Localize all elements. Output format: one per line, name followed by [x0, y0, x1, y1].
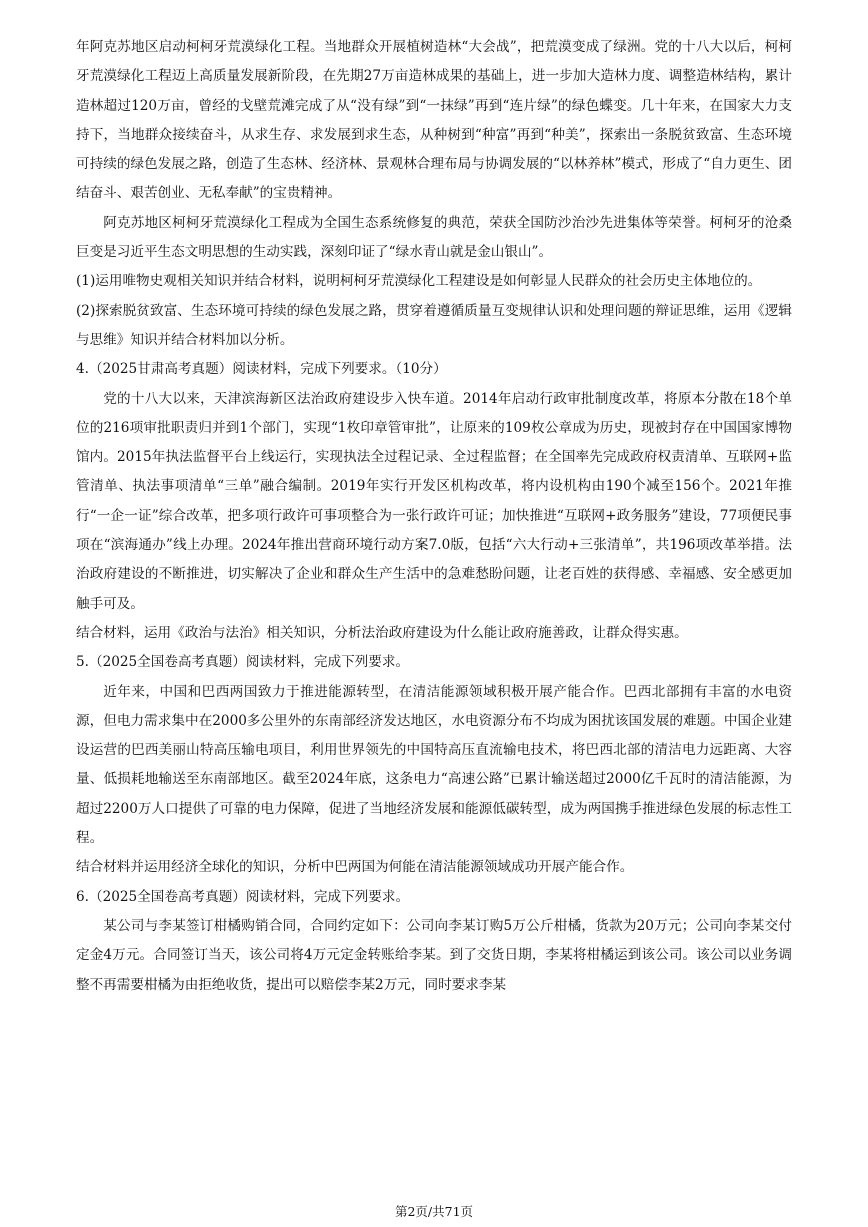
page-content: [76, 33, 792, 1000]
question-5-heading: 5.（2025全国卷高考真题）阅读材料，完成下列要求。: [76, 654, 410, 671]
passage-paragraph-1: 年阿克苏地区启动柯柯牙荒漠绿化工程。当地群众开展植树造林“大会战”，把荒漠变成了绿洲。党的十八大以后，柯柯牙荒漠绿化工程迈上高质量发展新阶段，在先期27万亩造林成果的基础上，进一步加大造林力度、调整造林结构，累计造林超过120万亩，曾经的戈壁荒滩完成了从“没有绿”到“一抹绿”再到“连片绿”的绿色蝶变。几十年来，在国家大力支持下，当地群众接续奋斗，从求生存、求发展到求生态，从种树到“种富”再到“种美”，探索出一条脱贫致富、生态环境可持续的绿色发展之路，创造了生态林、经济林、景观林合理布局与协调发展的“以林养林”模式，形成了“自力更生、团结奋斗、艰苦创业、无私奉献”的宝贵精神。: [76, 39, 792, 202]
question-6-heading: 6.（2025全国卷高考真题）阅读材料，完成下列要求。: [76, 888, 410, 905]
question-4-task: 结合材料，运用《政治与法治》相关知识，分析法治政府建设为什么能让政府施善政，让群众得实惠。: [76, 624, 688, 641]
question-6-material: 某公司与李某签订柑橘购销合同，合同约定如下：公司向李某订购5万公斤柑橘，货款为20万元；公司向李某交付定金4万元。合同签订当天，该公司将4万元定金转账给李某。到了交货日期，李某将柑橘运到该公司。该公司以业务调整不再需要柑橘为由拒绝收货，提出可以赔偿李某2万元，同时要求李某: [76, 917, 792, 993]
question-4-heading: 4.（2025甘肃高考真题）阅读材料，完成下列要求。（10分）: [76, 361, 447, 378]
page-number: 第2页/共71页: [394, 1204, 474, 1219]
question-4-material: 党的十八大以来，天津滨海新区法治政府建设步入快车道。2014年启动行政审批制度改革，将原本分散在18个单位的216项审批职责归并到1个部门，实现“1枚印章管审批”，让原来的109枚公章成为历史，现被封存在中国国家博物馆内。2015年执法监督平台上线运行，实现执法全过程记录、全过程监督；在全国率先完成政府权责清单、互联网+监管清单、执法事项清单“三单”融合编制。2019年实行开发区机构改革，将内设机构由190个减至156个。2021年推行“一企一证”综合改革，把多项行政许可事项整合为一张行政许可证；加快推进“互联网+政务服务”建设，77项便民事项在“滨海通办”线上办理。2024年推出营商环境行动方案7.0版，包括“六大行动+三张清单”，共196项改革举措。法治政府建设的不断推进，切实解决了企业和群众生产生活中的急难愁盼问题，让老百姓的获得感、幸福感、安全感更加触手可及。: [76, 390, 792, 612]
question-5-material: 近年来，中国和巴西两国致力于推进能源转型，在清洁能源领域积极开展产能合作。巴西北部拥有丰富的水电资源，但电力需求集中在2000多公里外的东南部经济发达地区，水电资源分布不均成为困扰该国发展的难题。中国企业建设运营的巴西美丽山特高压输电项目，利用世界领先的中国特高压直流输电技术，将巴西北部的清洁电力远距离、大容量、低损耗地输送至东南部地区。截至2024年底，这条电力“高速公路”已累计输送超过2000亿千瓦时的清洁能源，为超过2200万人口提供了可靠的电力保障，促进了当地经济发展和能源低碳转型，成为两国携手推进绿色发展的标志性工程。: [76, 683, 792, 847]
question-5-task: 结合材料并运用经济全球化的知识，分析中巴两国为何能在清洁能源领域成功开展产能合作。: [76, 859, 634, 876]
subquestion-1: (1)运用唯物史观相关知识并结合材料，说明柯柯牙荒漠绿化工程建设是如何彰显人民群众的社会历史主体地位的。: [76, 273, 762, 290]
passage-paragraph-2: 阿克苏地区柯柯牙荒漠绿化工程成为全国生态系统修复的典范，荣获全国防沙治沙先进集体等荣誉。柯柯牙的沧桑巨变是习近平生态文明思想的生动实践，深刻印证了“绿水青山就是金山银山”。: [76, 214, 792, 261]
subquestion-2: (2)探索脱贫致富、生态环境可持续的绿色发展之路，贯穿着遵循质量互变规律认识和处理问题的辩证思维，运用《逻辑与思维》知识并结合材料加以分析。: [76, 302, 792, 348]
